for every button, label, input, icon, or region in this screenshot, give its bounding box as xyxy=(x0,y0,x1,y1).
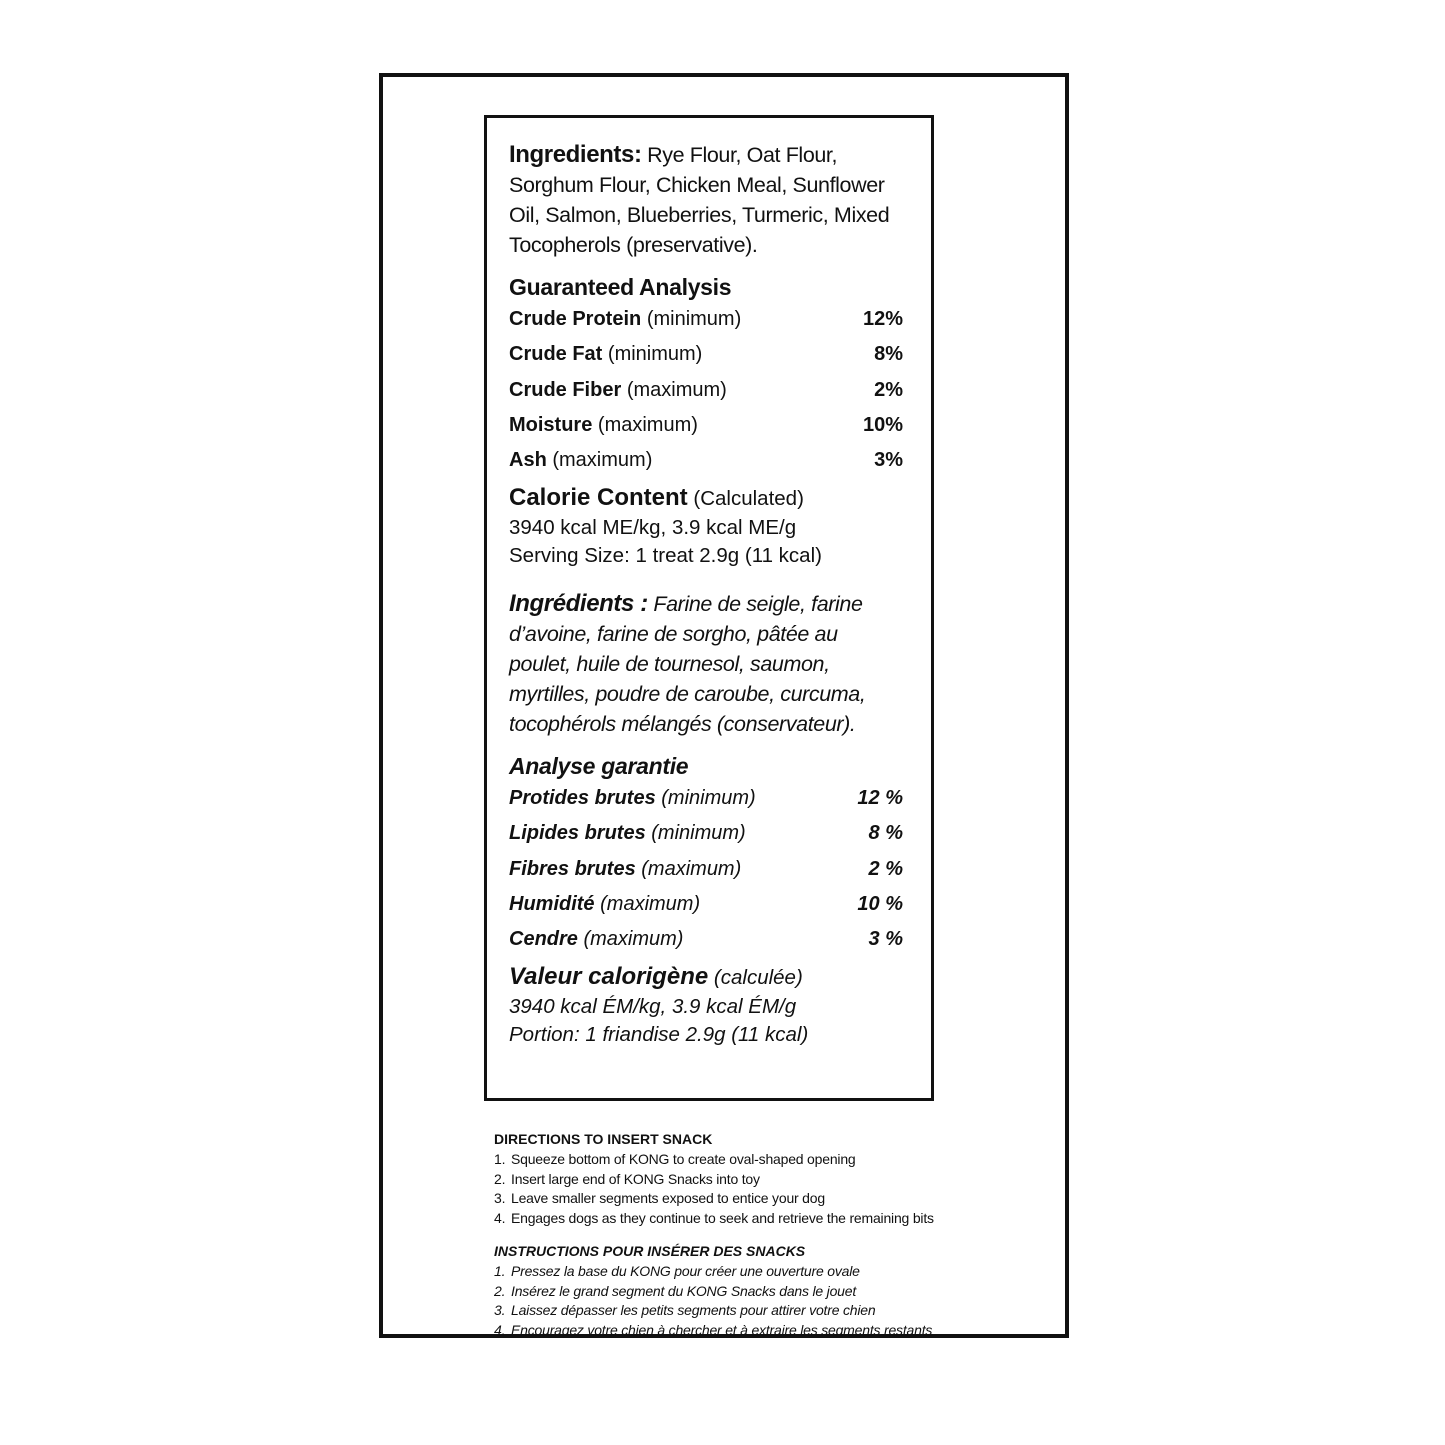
analysis-row xyxy=(509,893,903,928)
step-number: 3. xyxy=(494,1302,506,1319)
calorie-line-1: 3940 kcal ME/kg, 3.9 kcal ME/g xyxy=(509,515,797,539)
nutrient-name: Protides brutes xyxy=(509,786,656,809)
nutrient-qualifier: (maximum) xyxy=(626,378,727,401)
ingredients-fr-label: Ingrédients : xyxy=(509,589,648,617)
direction-step xyxy=(494,1170,954,1190)
calorie-label: Calorie Content xyxy=(509,484,688,512)
step-text: Pressez la base du KONG pour créer une ouverture ovale xyxy=(511,1262,860,1279)
directions-en-title: DIRECTIONS TO INSERT SNACK xyxy=(494,1131,713,1147)
direction-step xyxy=(494,1282,954,1302)
analysis-row xyxy=(509,858,903,893)
direction-step xyxy=(494,1150,954,1170)
nutrient-value: 12% xyxy=(862,308,903,330)
step-number: 2. xyxy=(494,1282,506,1299)
step-text: Squeeze bottom of KONG to create oval-shaped opening xyxy=(511,1150,856,1167)
nutrient-name: Crude Fat xyxy=(509,343,603,366)
step-text: Laissez dépasser les petits segments pour attirer votre chien xyxy=(511,1302,876,1319)
analysis-en-heading: Guaranteed Analysis xyxy=(509,274,732,300)
step-number: 3. xyxy=(494,1190,506,1207)
nutrient-value: 12 % xyxy=(857,786,903,809)
analysis-row xyxy=(509,449,903,484)
directions-en xyxy=(494,1130,954,1229)
nutrient-qualifier: (maximum) xyxy=(641,857,742,880)
nutrient-qualifier: (minimum) xyxy=(646,308,742,330)
nutrient-value: 3% xyxy=(874,449,903,472)
nutrient-value: 3 % xyxy=(868,928,903,951)
nutrient-value: 8% xyxy=(874,343,903,366)
step-text: Engages dogs as they continue to seek and retrieve the remaining bits xyxy=(511,1210,934,1227)
ingredients-fr xyxy=(509,589,903,739)
step-text: Leave smaller segments exposed to entice your dog xyxy=(511,1190,825,1207)
nutrient-name: Cendre xyxy=(509,928,578,951)
nutrient-qualifier: (minimum) xyxy=(651,822,746,845)
analysis-row xyxy=(509,928,903,963)
step-number: 2. xyxy=(494,1170,506,1187)
calorie-line-1: 3940 kcal ÉM/kg, 3.9 kcal ÉM/g xyxy=(509,994,797,1018)
step-text: Insert large end of KONG Snacks into toy xyxy=(511,1170,760,1187)
nutrient-value: 8 % xyxy=(868,822,903,845)
calorie-qualifier: (calculée) xyxy=(713,966,803,990)
step-text: Encouragez votre chien à chercher et à extraire les segments restants xyxy=(511,1322,933,1339)
nutrient-qualifier: (maximum) xyxy=(597,413,698,436)
nutrient-qualifier: (maximum) xyxy=(600,892,701,915)
analysis-row xyxy=(509,379,903,414)
nutrient-value: 2 % xyxy=(868,857,903,880)
nutrient-qualifier: (maximum) xyxy=(583,928,684,951)
nutrient-name: Crude Protein xyxy=(509,308,642,330)
ingredients-en xyxy=(509,140,903,260)
nutrient-name: Humidité xyxy=(509,892,595,915)
analysis-fr-table xyxy=(509,787,903,963)
nutrition-panel xyxy=(484,115,934,1101)
analysis-fr-heading: Analyse garantie xyxy=(509,752,689,779)
step-text: Insérez le grand segment du KONG Snacks dans le jouet xyxy=(511,1282,857,1299)
calorie-line-2: Serving Size: 1 treat 2.9g (11 kcal) xyxy=(509,544,822,568)
nutrient-name: Moisture xyxy=(509,413,593,436)
step-number: 4. xyxy=(494,1322,506,1339)
direction-step xyxy=(494,1262,954,1282)
ingredients-en-text: Rye Flour, Oat Flour, Sorghum Flour, Chicken Meal, Sunflower Oil, Salmon, Blueberries, Turmeric, Mixed Tocopherols (preservative). xyxy=(509,143,890,257)
analysis-row xyxy=(509,822,903,857)
nutrient-qualifier: (maximum) xyxy=(552,449,653,472)
nutrient-name: Ash xyxy=(509,449,547,472)
direction-step xyxy=(494,1189,954,1209)
calorie-content-fr xyxy=(509,963,903,1050)
nutrient-value: 2% xyxy=(874,378,903,401)
nutrient-qualifier: (minimum) xyxy=(661,786,756,809)
directions-fr xyxy=(494,1242,954,1341)
nutrient-name: Fibres brutes xyxy=(509,857,636,880)
directions-fr-title: INSTRUCTIONS POUR INSÉRER DES SNACKS xyxy=(494,1243,806,1259)
analysis-row xyxy=(509,343,903,378)
nutrient-name: Lipides brutes xyxy=(509,822,646,845)
nutrient-value: 10% xyxy=(862,413,903,436)
analysis-row xyxy=(509,414,903,449)
calorie-line-2: Portion: 1 friandise 2.9g (11 kcal) xyxy=(509,1023,809,1047)
step-number: 1. xyxy=(494,1262,506,1279)
nutrient-qualifier: (minimum) xyxy=(607,343,703,366)
step-number: 1. xyxy=(494,1150,506,1167)
step-number: 4. xyxy=(494,1210,506,1227)
ingredients-en-label: Ingredients: xyxy=(509,141,642,168)
ingredients-fr-text: Farine de seigle, farine d’avoine, farine de sorgho, pâtée au poulet, huile de tournesol, saumon, myrtilles, poudre de caroube, curcuma, tocophérols mélangés (conservateur). xyxy=(509,591,866,736)
calorie-label: Valeur calorigène xyxy=(509,963,709,991)
analysis-row xyxy=(509,308,903,343)
nutrient-name: Crude Fiber xyxy=(509,378,622,401)
direction-step xyxy=(494,1209,954,1229)
calorie-qualifier: (Calculated) xyxy=(693,487,804,511)
direction-step xyxy=(494,1301,954,1321)
direction-step xyxy=(494,1321,954,1341)
analysis-en-table xyxy=(509,308,903,484)
nutrient-value: 10 % xyxy=(857,892,903,915)
analysis-row xyxy=(509,787,903,822)
calorie-content-en xyxy=(509,484,903,571)
